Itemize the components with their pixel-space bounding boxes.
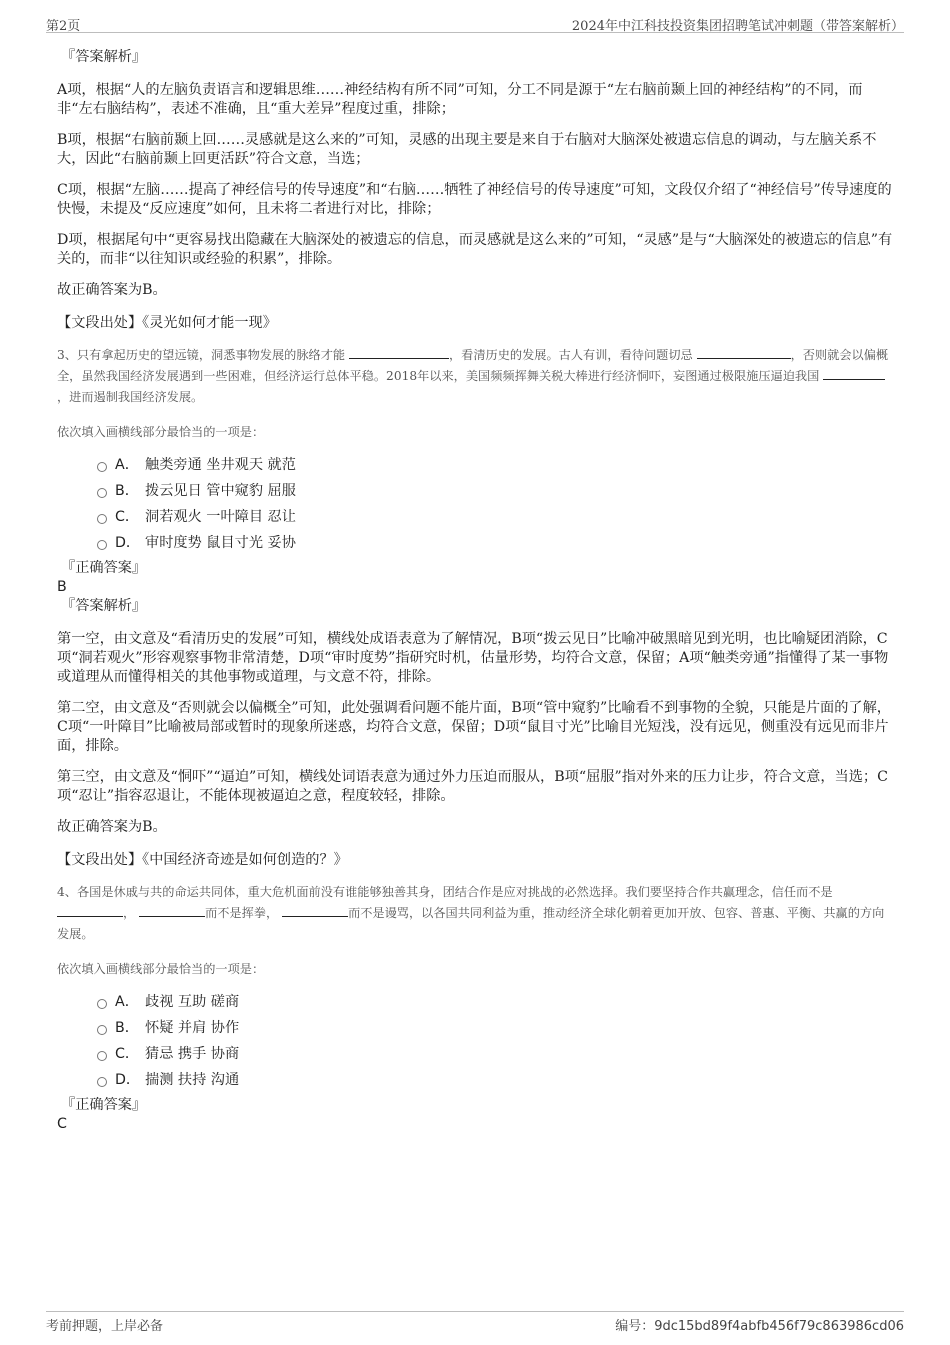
analysis-paragraph: 第二空，由文意及“否则就会以偏概全”可知，此处强调看问题不能片面，B项“管中窥豹”比喻看不到事物的全貌，只能是片面的了解，C项“一叶障目”比喻被局部或暂时的现象所迷惑，均符合文意，保留；D项“鼠目寸光”比喻目光短浅，没有远见，侧重没有远见而非片面，排除。 [57,700,891,754]
radio-button[interactable] [97,999,107,1009]
question-prompt: 依次填入画横线部分最恰当的一项是： [57,425,265,439]
answer-blank [282,905,348,917]
conclusion: 故正确答案为B。 [57,282,167,298]
source: 【文段出处】《中国经济奇迹是如何创造的？》 [57,852,348,868]
option-letter: C． [115,1046,140,1062]
radio-button[interactable] [97,1077,107,1087]
radio-button[interactable] [97,462,107,472]
option-b[interactable] [57,1018,895,1044]
conclusion: 故正确答案为B。 [57,819,167,835]
answer-blank [57,905,123,917]
answer-blank [697,347,791,359]
analysis-paragraph: 第一空，由文意及“看清历史的发展”可知，横线处成语表意为了解情况，B项“拨云见日”比喻冲破黑暗见到光明，也比喻疑团消除，C项“洞若观火”形容观察事物非常清楚，D项“审时度势”指研究时机，估量形势，均符合文意，保留；A项“触类旁通”指懂得了某一事物或道理从而懂得相关的其他事物或道理，与文意不符，排除。 [57,631,889,685]
question-prompt: 依次填入画横线部分最恰当的一项是： [57,962,265,976]
analysis-label: 『答案解析』 [61,49,147,65]
option-list [57,455,895,559]
option-text: 触类旁通 坐井观天 就范 [145,457,296,473]
stem-text: ，看清历史的发展。古人有训，看待问题切忌 [448,348,693,362]
option-letter: D． [115,1072,141,1088]
option-c[interactable] [57,507,895,533]
radio-button[interactable] [97,540,107,550]
option-text: 揣测 扶持 沟通 [145,1072,240,1088]
stem-text: ，进而遏制我国经济发展。 [57,390,204,404]
option-b[interactable] [57,481,895,507]
option-letter: A． [115,994,139,1010]
document-code: 编号：9dc15bd89f4abfb456f79c863986cd06 [615,1319,904,1334]
option-a[interactable] [57,992,895,1018]
option-d[interactable] [57,533,895,559]
option-letter: D． [115,535,141,551]
correct-answer: B [57,579,67,595]
analysis-paragraph: 第三空，由文意及“恫吓”“逼迫”可知，横线处词语表意为通过外力压迫而服从，B项“屈服”指对外来的压力让步，符合文意，当选；C项“忍让”指容忍退让，不能体现被逼迫之意，程度较轻，排除。 [57,769,888,804]
analysis-paragraph: C项，根据“左脑……提高了神经信号的传导速度”和“右脑……牺牲了神经信号的传导速度”可知，文段仅介绍了“神经信号”传导速度的快慢，未提及“反应速度”如何，且未将二者进行对比，排除； [57,182,892,217]
page-footer [46,1311,904,1332]
stem-text: ，否则就会以偏概全，虽然我国经济发展遇到一些困难，但经济运行总体平稳。2018年以来，美国频频挥舞关税大棒进行经济恫吓，妄图通过极限施压逼迫我国 [57,348,889,383]
option-c[interactable] [57,1044,895,1070]
stem-text: 而不是挥拳， [205,906,279,920]
question-stem [57,882,895,945]
option-text: 怀疑 并肩 协作 [145,1020,240,1036]
option-a[interactable] [57,455,895,481]
answer-blank [139,905,205,917]
option-letter: B． [115,483,139,499]
answer-blank [823,368,885,380]
option-d[interactable] [57,1070,895,1096]
option-letter: A． [115,457,139,473]
analysis-paragraph: A项，根据“人的左脑负责语言和逻辑思维……神经结构有所不同”可知，分工不同是源于“左右脑前颞上回的神经结构”的不同，而非“左右脑结构”，表述不准确，且“重大差异”程度过重，排除； [57,82,863,117]
question-stem [57,345,895,408]
page-header [46,15,904,33]
radio-button[interactable] [97,488,107,498]
radio-button[interactable] [97,514,107,524]
option-text: 歧视 互助 磋商 [145,994,240,1010]
correct-answer-label: 『正确答案』 [61,560,147,576]
correct-answer: C [57,1116,67,1132]
answer-blank [349,347,449,359]
radio-button[interactable] [97,1051,107,1061]
document-title: 2024年中江科技投资集团招聘笔试冲刺题（带答案解析） [571,19,904,34]
stem-text: 3、只有拿起历史的望远镜，洞悉事物发展的脉络才能 [57,348,346,362]
stem-text: 而不是谩骂，以各国共同利益为重，推动经济全球化朝着更加开放、包容、普惠、平衡、共赢的方向发展。 [57,906,885,941]
option-letter: C． [115,509,140,525]
analysis-label: 『答案解析』 [61,598,147,614]
option-text: 拨云见日 管中窥豹 屈服 [145,483,296,499]
option-list [57,992,895,1096]
analysis-paragraph: D项，根据尾句中“更容易找出隐藏在大脑深处的被遗忘的信息，而灵感就是这么来的”可知，“灵感”是与“大脑深处的被遗忘的信息”有关的，而非“以往知识或经验的积累”，排除。 [57,232,893,267]
footer-slogan: 考前押题，上岸必备 [46,1319,164,1334]
stem-text: ， [123,906,136,920]
option-text: 猜忌 携手 协商 [145,1046,240,1062]
source: 【文段出处】《灵光如何才能一现》 [57,315,277,331]
correct-answer-label: 『正确答案』 [61,1097,147,1113]
stem-text: 4、各国是休戚与共的命运共同体，重大危机面前没有谁能够独善其身，团结合作是应对挑战的必然选择。我们要坚持合作共赢理念，信任而不是 [57,885,833,899]
page-content [57,48,895,1134]
option-letter: B． [115,1020,139,1036]
analysis-paragraph: B项，根据“右脑前颞上回……灵感就是这么来的”可知，灵感的出现主要是来自于右脑对大脑深处被遗忘信息的调动，与左脑关系不大，因此“右脑前颞上回更活跃”符合文意，当选； [57,132,877,167]
radio-button[interactable] [97,1025,107,1035]
option-text: 洞若观火 一叶障目 忍让 [145,509,296,525]
page-number: 第2页 [46,19,81,34]
option-text: 审时度势 鼠目寸光 妥协 [145,535,296,551]
